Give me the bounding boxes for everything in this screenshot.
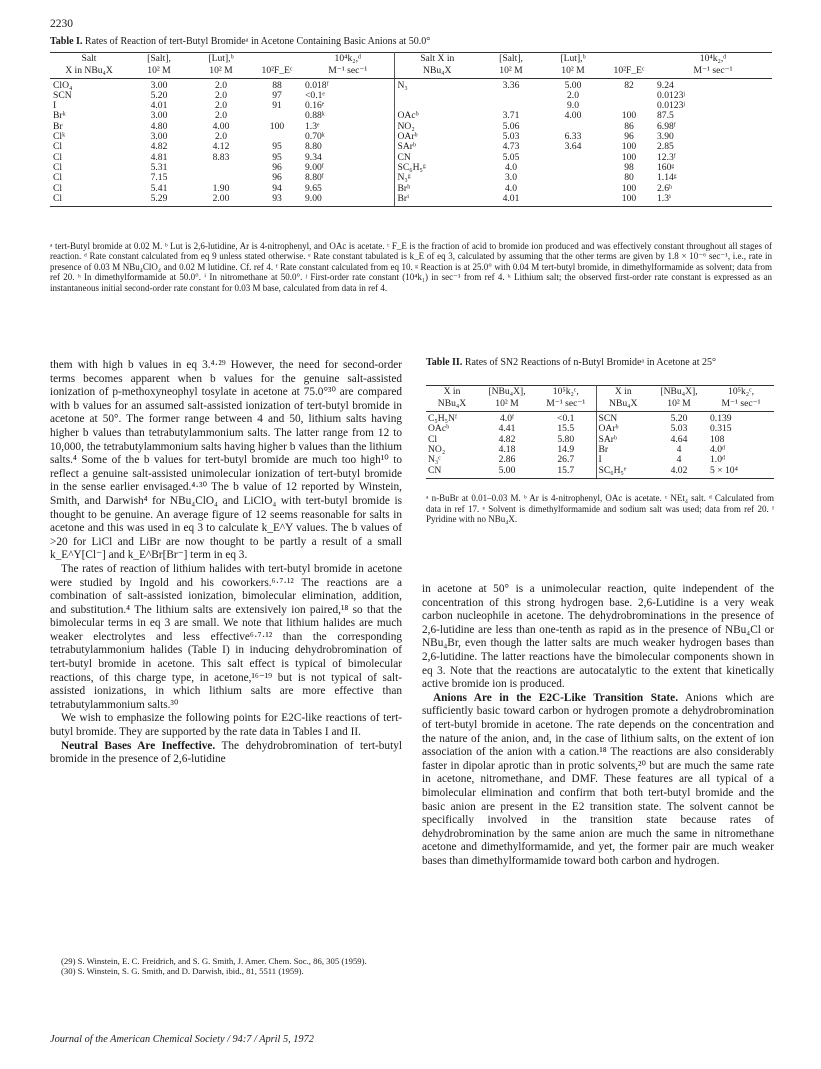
table-cell: 100	[621, 182, 637, 194]
table2-label: Table II.	[426, 357, 463, 368]
table-cell: 5.00	[478, 466, 536, 479]
right-column	[422, 583, 774, 868]
section-heading: Anions Are in the E2C-Like Transition State.	[433, 691, 679, 704]
left-paragraph: them with high b values in eq 3.⁴·²⁹ However, the need for second-order terms becomes apparent when b values for the genuine salt-assisted ionization of p-methoxyneophyl tosylate in acetone at 75.0°³⁰ are compared with b values for an assumed salt-assisted ionization of tert-butyl bromide in acetone at 50°. The former range between 4 and 50, lithium salts having higher b values than tetrabutylammonium salts. The latter range from 12 to 10,000, the tetrabutylammonium salts having higher b values than the lithium salts.⁴ Some of the b values for tert-butyl bromide are much too high¹⁰ to reflect a genuine salt-assisted unimolecular ionization of tert-butyl bromide in the sense earlier envisaged.⁴·³⁰ The b value of 12 reported by Winstein, Smith, and Darwish⁴ for NBu₄ClO₄ and LiClO₄ with tert-butyl bromide is thought to be genuine. An average figure of 12 seems reasonable for salts in acetone and this was used in eq 3 to calculate k_E^Y values. The b values of >20 for LiCl and LiBr are now thought to be partly a result of a small k_E^Y[Cl⁻] and k_E^Br[Br⁻] term in eq 3.	[50, 359, 402, 562]
table-cell: 94	[272, 182, 282, 194]
table-cell: 96	[272, 161, 282, 173]
table-header-cell: [Salt],	[480, 53, 542, 66]
table-cell: Cl	[428, 433, 438, 445]
table-cell: 93	[252, 194, 302, 207]
table-cell	[542, 194, 604, 207]
table-cell: 2.0	[215, 89, 227, 101]
table-cell: 4.02	[650, 466, 708, 479]
table-cell: SC₆H₅ᵍ	[397, 161, 426, 173]
table-cell: 3.00	[150, 110, 168, 122]
table-cell: 4.0ᵈ	[710, 444, 725, 456]
table-header-cell: 10⁵k₂ᶜ,	[708, 386, 774, 399]
table-header-cell: X in	[426, 386, 478, 399]
table-cell: 96	[272, 172, 282, 184]
table-cell: 4.0	[505, 182, 517, 194]
table-header-cell: X in	[596, 386, 650, 399]
table-cell: NO₂	[428, 444, 446, 456]
table-cell: I	[53, 100, 57, 112]
table-header-cell: 10²F_Eᶜ	[604, 65, 654, 78]
left-paragraph: We wish to emphasize the following points for E2C-like reactions of tert-butyl bromide. They are supported by the rate data in Tables I and II.	[50, 712, 402, 739]
table-cell: 0.0123ʲ	[657, 100, 685, 112]
table-cell: 98	[624, 161, 634, 173]
table-header-cell: 10²F_Eᶜ	[252, 65, 302, 78]
table-cell: 96	[624, 131, 634, 143]
table-cell: 9.0	[567, 100, 579, 112]
table-cell: 4	[676, 444, 682, 456]
table-cell: 88	[272, 79, 282, 91]
journal-footer: Journal of the American Chemical Society / 94:7 / April 5, 1972	[50, 1034, 314, 1045]
table-cell: 82	[624, 79, 634, 91]
table-cell: 4.0ᶠ	[500, 412, 514, 424]
table-cell	[394, 91, 480, 101]
table-cell: 2.0	[567, 89, 579, 101]
left-column	[50, 359, 402, 767]
table-header-cell: 10² M	[650, 398, 708, 411]
table-cell: SCN	[598, 412, 618, 424]
table-cell: 5.00	[564, 79, 582, 91]
table-cell: ClO₄	[53, 79, 73, 91]
table-cell: 91	[272, 100, 282, 112]
table-cell: I	[598, 454, 602, 466]
table-cell: OArᵇ	[598, 423, 619, 435]
table-cell: 4.00	[212, 120, 230, 132]
table-cell: 5.20	[670, 412, 688, 424]
table2	[426, 385, 774, 479]
table-cell: 3.64	[564, 141, 582, 153]
table2-caption: Rates of SN2 Reactions of n-Butyl Bromideᵃ in Acetone at 25°	[464, 357, 716, 368]
table-cell: 2.85	[657, 141, 674, 153]
table-cell: 26.7	[536, 455, 596, 465]
table-cell: 3.90	[657, 131, 674, 143]
table-header-cell	[252, 53, 302, 66]
table-cell: <0.1ᵉ	[302, 91, 394, 101]
table-cell: 4.82	[150, 141, 168, 153]
left-runin-text: The dehydrobromination of tert-butyl bromide in the presence of 2,6-lutidine	[50, 739, 402, 766]
table-row	[426, 466, 774, 479]
table-cell: Cl	[53, 151, 63, 163]
table-cell: 6.33	[564, 131, 582, 143]
table-cell: 5.03	[502, 131, 520, 143]
table-cell: 3.0	[505, 172, 517, 184]
table-cell: CN	[397, 151, 411, 163]
table-cell: C₅H₅Nᶠ	[428, 412, 457, 424]
table-cell: 9.65	[302, 184, 394, 194]
table-cell: SCN	[53, 89, 72, 101]
reference-item: (29) S. Winstein, E. C. Freidrich, and S. G. Smith, J. Amer. Chem. Soc., 86, 305 (1959).	[61, 956, 367, 966]
table-cell: 3.00	[150, 79, 168, 91]
table-row	[50, 78, 772, 91]
table-cell: 100	[621, 141, 637, 153]
table-cell: 0.0123ʲ	[657, 89, 685, 101]
table-cell: Brⁱ	[394, 194, 480, 207]
table-cell: 4.81	[150, 151, 168, 163]
left-runin-paragraph	[50, 740, 402, 767]
table-cell: 1.3ᵉ	[302, 122, 394, 132]
table-cell: 8.80ᶠ	[302, 173, 394, 183]
table1-notes: ᵃ tert-Butyl bromide at 0.02 M. ᵇ Lut is 2,6-lutidine, Ar is 4-nitrophenyl, and OAc is acetate. ᶜ F_E is the fraction of acid to bromide ion produced and was effectively constant throughout all stages of reaction. ᵈ Rate constant calculated from eq 9 unless stated otherwise. ᵉ Rate constant tabulated is k_E of eq 3, calculated by assuming that the other terms are given by 1.8 × 10⁻⁶ sec⁻¹, i.e., rate in presence of 0.03 M NBu₄ClO₄ and 0.02 M lutidine. Cf. ref 4. ᶠ Rate constant calculated from eq 10. ᵍ Reaction is at 25.0° with 0.04 M tert-butyl bromide, in dimethylformamide as solvent; data from ref 20. ʰ In dimethylformamide at 50.0°. ⁱ In nitromethane at 50.0°. ʲ First-order rate constant (10⁴k₁) in sec⁻¹ from ref 4. ᵏ Lithium salt; the observed first-order rate constant is expressed as an instantaneous initial second-order rate constant for 0.03 M base, calculated from data in ref 4.	[50, 241, 772, 293]
table-cell: 95	[272, 141, 282, 153]
table-cell	[190, 163, 252, 173]
table-cell: 5.29	[128, 194, 190, 207]
table-row	[50, 194, 772, 207]
table-cell: Cl	[53, 141, 63, 153]
table-cell: 4.01	[480, 194, 542, 207]
table-cell: 86	[624, 120, 634, 132]
table-cell: 12.3ᶠ	[657, 151, 676, 163]
table-header-cell: Salt X in	[394, 53, 480, 66]
table-cell: 80	[624, 172, 634, 184]
table-header-cell: 10² M	[480, 65, 542, 78]
table-cell: 4.41	[498, 423, 516, 435]
section-heading: Neutral Bases Are Ineffective.	[61, 739, 216, 752]
table-cell: 87.5	[657, 110, 674, 122]
table-cell: 4.73	[502, 141, 520, 153]
table2-caption-block	[426, 357, 776, 369]
table-cell: Brʰ	[397, 182, 411, 194]
reference-item: (30) S. Winstein, S. G. Smith, and D. Darwish, ibid., 81, 5511 (1959).	[61, 966, 304, 977]
table-cell: 5.03	[670, 423, 688, 435]
table-cell: 4.00	[564, 110, 582, 122]
table-header-cell: 10² M	[128, 65, 190, 78]
table-cell: 5.20	[150, 89, 168, 101]
table-header-cell: [Lut],ᵇ	[542, 53, 604, 66]
table-cell: 100	[621, 151, 637, 163]
table-header-cell: NBu₄X	[426, 398, 478, 411]
table-header-cell: M⁻¹ sec⁻¹	[302, 65, 394, 78]
right-runin-paragraph	[422, 692, 774, 869]
table-header-cell: 10² M	[190, 65, 252, 78]
table-cell: 2.86	[498, 454, 516, 466]
table-cell: 100	[269, 120, 285, 132]
table-cell: 8.83	[212, 151, 230, 163]
table-cell: 9.00	[302, 194, 394, 207]
table-cell: 15.7	[536, 466, 596, 479]
table-cell: 0.88ᵏ	[302, 111, 394, 121]
table-cell: 5.06	[502, 120, 520, 132]
right-paragraph: in acetone at 50° is a unimolecular reaction, quite independent of the concentration of this strong hydrogen base. 2,6-Lutidine is a very weak carbon nucleophile in acetone. The dehydrobrominations in the presence of 2,6-lutidine are less than one-tenth as rapid as in the presence of NBu₄Cl or NBu₄Br, even though the latter salts are much weaker hydrogen bases than 2,6-lutidine. The latter reactions have the bimolecular components shown in eq 3. Note that the reactions are autocatalytic to the extent that kinetically active bromide ion is produced.	[422, 583, 774, 691]
references	[50, 956, 402, 977]
right-runin-text: Anions which are sufficiently basic toward carbon or hydrogen promote a dehydrobromination of tert-butyl bromide in acetone. The rate depends on the concentration and the nature of the anion, and, in the case of lithium salts, on the extent of ion association of the anion with a cation.¹⁸ The reactions are also considerably faster in dipolar aprotic than in protic solvents,²⁰ but are much the same rate in acetone, nitromethane, and DMF. These features are all typical of a bimolecular elimination and confirm that both tert-butyl bromide and the basic anion are present in the E2 transition state. The solvent cannot be specifically involved in the transition state because rates of dehydrobromination by the same anion are much the same in nitromethane acetone and dimethylformamide, and yet, the former pair are much weaker bases than dimethylformamide toward both carbon and hydrogen.	[422, 691, 775, 867]
table-cell: 3.71	[502, 110, 520, 122]
table1-caption-block	[50, 36, 430, 47]
table-cell: 0.70ᵏ	[302, 132, 394, 142]
table-cell: OAcᵇ	[397, 110, 419, 122]
table-cell: Br	[53, 120, 63, 132]
table-cell	[542, 163, 604, 173]
table-cell: 5.80	[536, 435, 596, 445]
table1-label: Table I.	[50, 36, 83, 47]
table-header-cell: [NBu₄X],	[650, 386, 708, 399]
table-cell: 4.0	[505, 161, 517, 173]
table-cell	[604, 91, 654, 101]
table-cell: Cl	[53, 161, 63, 173]
table-cell: Brᵏ	[53, 110, 66, 122]
table-cell: 5.05	[502, 151, 520, 163]
table-cell: SArᵇ	[397, 141, 416, 153]
table-cell: N₃	[397, 79, 408, 91]
table-cell	[542, 173, 604, 183]
page-number: 2230	[50, 18, 73, 30]
table-cell: 160ᵍ	[657, 161, 675, 173]
table-cell: N₃ᶜ	[428, 454, 441, 466]
table-header-cell: 10⁵k₂ᶜ,	[536, 386, 596, 399]
table-cell: 100	[621, 110, 637, 122]
table-cell: Cl	[53, 182, 63, 194]
table-header-cell: [NBu₄X],	[478, 386, 536, 399]
table-header-cell: NBu₄X	[596, 398, 650, 411]
table-cell: 3.36	[502, 79, 520, 91]
table-cell: Cl	[53, 172, 63, 184]
table-header-cell	[604, 53, 654, 66]
table-cell: SArᵇ	[598, 433, 617, 445]
table-header-cell: M⁻¹ sec⁻¹	[708, 398, 774, 411]
table-cell: 9.24	[657, 79, 674, 91]
table-cell: 5 × 10⁴	[708, 466, 774, 479]
table-cell: <0.1	[536, 411, 596, 424]
left-paragraph: The rates of reaction of lithium halides with tert-butyl bromide in acetone were studied by Ingold and his coworkers.⁶·⁷·¹² The reactions are a combination of salt-assisted ionization, bimolecular elimination, addition, and substitution.⁴ The lithium salts are extensively ion paired,¹⁸ so that the bimolecular terms in eq 3 are small. We note that lithium halides are much weaker electrolytes and less effective⁶·⁷·¹² than the corresponding tetrabutylammonium halides (Table I) in inducing dehydrobromination of tert-butyl bromide in acetone. This salt effect is typical of bimolecular reactions, of this charge type, in acetone,¹⁶⁻¹⁹ but is not typical of salt-assisted ionizations, in which lithium salts are more effective than tetrabutylammonium salts.³⁰	[50, 562, 402, 711]
table-header-cell: 10² M	[542, 65, 604, 78]
table-header-cell: NBu₄X	[394, 65, 480, 78]
table-cell	[480, 91, 542, 101]
table-cell: 97	[272, 89, 282, 101]
table-cell: OArᵇ	[397, 131, 418, 143]
table-cell: 2.0	[215, 131, 227, 143]
table-cell: 4.82	[498, 433, 516, 445]
table-cell: 5.31	[150, 161, 168, 173]
table-cell	[542, 184, 604, 194]
table-cell: 4.01	[150, 100, 168, 112]
table-cell: 4.12	[212, 141, 230, 153]
table-cell: 1.90	[212, 182, 230, 194]
table-cell: 0.315	[710, 423, 732, 435]
table-cell: 0.16ᵉ	[302, 101, 394, 111]
table-header-cell: 10⁴k₂,ᵈ	[302, 53, 394, 66]
table-cell: Br	[598, 444, 609, 456]
table-cell: 7.15	[150, 172, 168, 184]
table-cell: SC₆H₅ᵉ	[596, 466, 650, 479]
table-cell: 100	[604, 194, 654, 207]
table-cell: 1.14ᵍ	[657, 172, 677, 184]
table-cell: 3.00	[150, 131, 168, 143]
table-cell: 1.3ⁱ	[654, 194, 772, 207]
table-cell: 9.34	[302, 153, 394, 163]
table-cell: Clᵏ	[53, 131, 66, 143]
table-header-cell: [Salt],	[128, 53, 190, 66]
table-cell: 4.18	[498, 444, 516, 456]
table-cell: 0.018ᶠ	[302, 78, 394, 91]
table-header-cell: 10² M	[478, 398, 536, 411]
table-header-cell: 10⁴k₂,ᵈ	[654, 53, 772, 66]
table-cell: 15.5	[536, 424, 596, 434]
table-cell: 14.9	[536, 445, 596, 455]
table-cell: Cl	[50, 194, 128, 207]
table-cell: 2.6ʰ	[657, 182, 673, 194]
table-cell: NO₂	[397, 120, 415, 132]
table1-caption: Rates of Reaction of tert-Butyl Bromideᵃ in Acetone Containing Basic Anions at 50.0°	[84, 36, 431, 47]
table-cell: 2.0	[215, 100, 227, 112]
table-cell: 4.80	[150, 120, 168, 132]
table-cell: 5.41	[150, 182, 168, 194]
table-cell: OAcᵇ	[428, 423, 450, 435]
table-cell: 0.139	[710, 412, 732, 424]
table2-notes: ᵃ n-BuBr at 0.01–0.03 M. ᵇ Ar is 4-nitrophenyl, OAc is acetate. ᶜ NEt₄ salt. ᵈ Calculated from data in ref 17. ᵉ Solvent is dimethylformamide and sodium salt was used; data from ref 20. ᶠ Pyridine with no NBu₄X.	[426, 493, 774, 525]
table-cell: 2.0	[215, 110, 227, 122]
table-cell: 108	[710, 433, 725, 445]
table-cell: 2.0	[215, 79, 227, 91]
table-header-cell: [Lut],ᵇ	[190, 53, 252, 66]
table-cell: 2.00	[190, 194, 252, 207]
table-cell: 95	[272, 151, 282, 163]
table-cell: 4	[676, 454, 682, 466]
table-cell: 8.80	[302, 142, 394, 152]
table-header-cell: Salt	[50, 53, 128, 66]
table-header-cell: M⁻¹ sec⁻¹	[536, 398, 596, 411]
table-header-cell: M⁻¹ sec⁻¹	[654, 65, 772, 78]
table1	[50, 52, 772, 207]
table-cell: N₃ᵍ	[397, 172, 411, 184]
table-cell	[542, 153, 604, 163]
table-cell: 4.64	[670, 433, 688, 445]
table-cell: 9.00ᶠ	[302, 163, 394, 173]
table-header-cell: X in NBu₄X	[50, 65, 128, 78]
table-cell: 6.98ᶠ	[657, 120, 676, 132]
table-cell: 1.0ᵈ	[710, 454, 725, 466]
table-cell: CN	[426, 466, 478, 479]
